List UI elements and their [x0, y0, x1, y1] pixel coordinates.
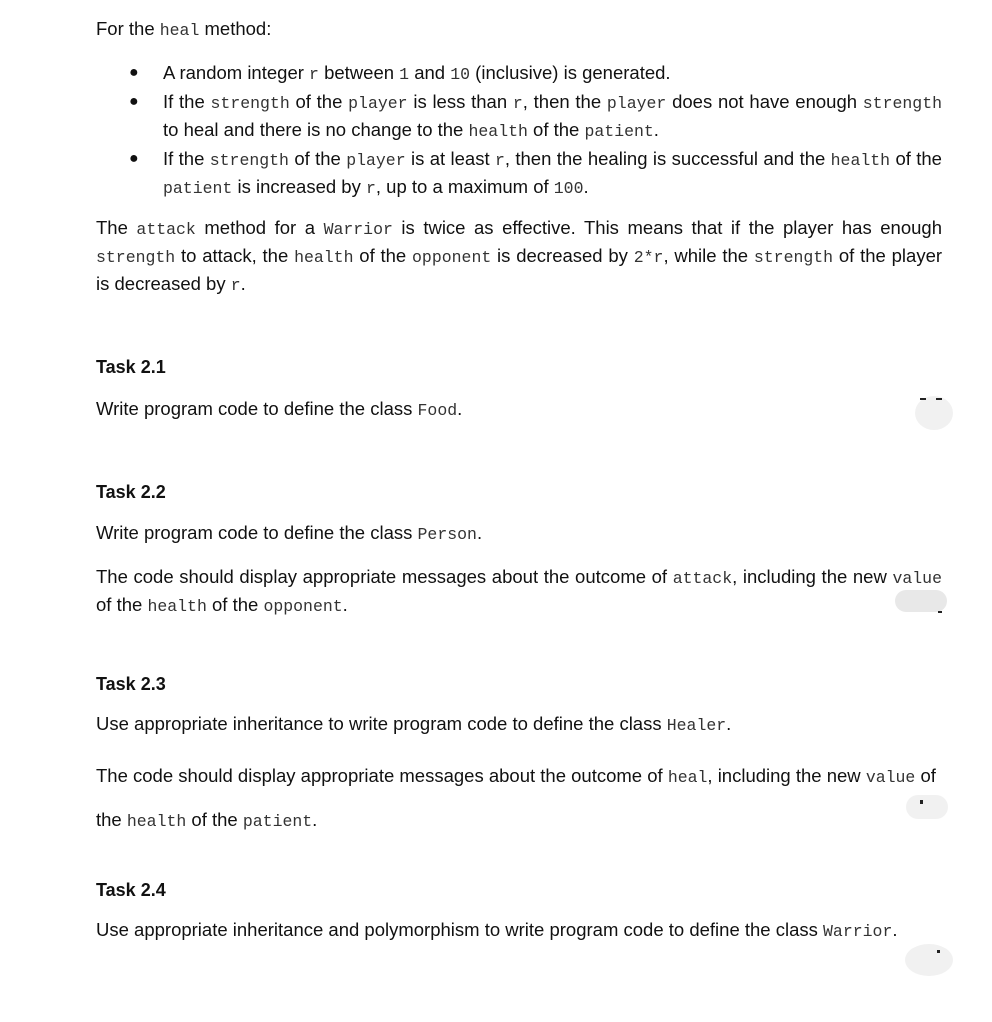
code-identifier: health — [126, 812, 187, 831]
bullet-item — [96, 146, 942, 202]
code-identifier: Warrior — [323, 220, 393, 239]
code-identifier: r — [309, 65, 319, 84]
text-run: of the — [527, 119, 585, 140]
code-identifier: 2*r — [633, 248, 664, 267]
task-text — [96, 564, 942, 620]
text-run: is decreased by — [491, 245, 634, 266]
task-2-1 — [96, 355, 942, 424]
bullet-text — [163, 91, 942, 140]
code-identifier: Warrior — [823, 922, 893, 941]
text-run: to heal and there is no change to the — [163, 119, 469, 140]
task-text — [96, 520, 942, 548]
text-run: between — [318, 62, 400, 83]
bullet-item — [96, 89, 942, 145]
text-run: of the — [353, 245, 413, 266]
text-run: The — [96, 217, 137, 238]
task-title: Task 2.2 — [96, 482, 166, 502]
task-2-2 — [96, 480, 942, 620]
erased-mark-icon — [906, 795, 948, 819]
code-identifier: 100 — [553, 179, 584, 198]
code-identifier: patient — [584, 122, 654, 141]
mark-bracket-icon — [936, 398, 942, 400]
bullet-text — [163, 148, 942, 197]
code-identifier: strength — [96, 248, 176, 267]
erased-mark-icon — [915, 396, 953, 430]
erased-mark-icon — [905, 944, 953, 976]
code-identifier: value — [865, 768, 916, 787]
code-identifier: strength — [753, 248, 834, 267]
mark-bracket-icon — [937, 950, 940, 953]
text-run: . — [342, 594, 348, 615]
text-run: If the — [163, 91, 211, 112]
code-identifier: attack — [672, 569, 733, 588]
text-run: of the — [890, 148, 942, 169]
text-run: of the player is decreased by — [96, 245, 943, 294]
attack-paragraph — [96, 215, 942, 299]
text-run: A random integer — [163, 62, 310, 83]
task-title: Task 2.4 — [96, 880, 166, 900]
bullet-icon: ● — [129, 64, 139, 81]
code-identifier: patient — [242, 812, 313, 831]
code-identifier: patient — [163, 179, 233, 198]
intro-paragraph — [96, 16, 942, 44]
code-identifier: opponent — [412, 248, 492, 267]
code-identifier: health — [468, 122, 528, 141]
text-run: , including the new — [707, 765, 866, 786]
text-run: . — [892, 919, 898, 940]
code-identifier: health — [147, 597, 207, 616]
text-run: of the — [186, 809, 243, 830]
code-identifier: player — [606, 94, 667, 113]
text-run: to attack, the — [175, 245, 295, 266]
task-text — [96, 711, 942, 739]
code-identifier: attack — [136, 220, 196, 239]
code-identifier: Person — [417, 525, 477, 544]
code-identifier: r — [494, 151, 505, 170]
text-run: . — [240, 273, 246, 294]
text-run: of the — [96, 765, 936, 830]
mark-bracket-icon — [938, 611, 942, 613]
code-identifier: player — [346, 151, 406, 170]
text-run: is increased by — [232, 176, 366, 197]
bullet-icon: ● — [129, 93, 139, 110]
text-run: Use appropriate inheritance to write program code to define the class — [96, 713, 667, 734]
intro-text — [96, 16, 942, 44]
text-run: is twice as effective. This means that if the player has enough — [392, 217, 942, 238]
task-title: Task 2.1 — [96, 357, 166, 377]
code-identifier: Food — [417, 401, 458, 420]
task-text — [96, 396, 942, 424]
code-identifier: strength — [210, 94, 290, 113]
text-run: . — [457, 398, 463, 419]
code-identifier: Healer — [666, 716, 727, 735]
code-identifier: 10 — [450, 65, 471, 84]
code-identifier: heal — [667, 768, 708, 787]
code-identifier: health — [294, 248, 354, 267]
text-run: . — [653, 119, 659, 140]
bullet-item — [96, 60, 942, 88]
code-identifier: opponent — [263, 597, 343, 616]
text-run: , then the — [522, 91, 607, 112]
text-run: of the — [206, 594, 264, 615]
text-run: does not have enough — [666, 91, 863, 112]
task-text — [96, 918, 942, 944]
code-identifier: r — [366, 179, 376, 198]
text-run: For the — [96, 18, 160, 39]
text-run: method for a — [195, 217, 324, 238]
code-identifier: heal — [159, 21, 200, 40]
task-text — [96, 755, 942, 843]
mark-bracket-icon — [920, 398, 926, 400]
text-run: Use appropriate inheritance and polymorphism to write program code to define the class — [96, 919, 824, 940]
text-run: . — [312, 809, 318, 830]
code-identifier: value — [892, 569, 942, 588]
code-identifier: player — [348, 94, 408, 113]
code-identifier: r — [230, 276, 241, 295]
mark-bracket-icon — [920, 800, 923, 804]
text-run: and — [409, 62, 451, 83]
text-run: . — [476, 522, 483, 543]
text-run: Write program code to define the class — [96, 398, 418, 419]
text-run: , while the — [663, 245, 754, 266]
heal-rules-list — [96, 60, 942, 202]
task-2-4 — [96, 878, 942, 944]
text-run: , then the healing is successful and the — [504, 148, 831, 169]
text-run: of the — [96, 594, 148, 615]
code-identifier: 1 — [399, 65, 410, 84]
erased-mark-icon — [895, 590, 947, 612]
attack-text — [96, 215, 942, 299]
text-run: is less than — [407, 91, 513, 112]
code-identifier: strength — [209, 151, 289, 170]
code-identifier: strength — [862, 94, 942, 113]
code-identifier: health — [830, 151, 891, 170]
text-run: , up to a maximum of — [375, 176, 554, 197]
text-run: . — [583, 176, 589, 197]
task-title: Task 2.3 — [96, 674, 166, 694]
text-run: The code should display appropriate messages about the outcome of — [96, 566, 673, 587]
text-run: of the — [288, 148, 347, 169]
text-run: (inclusive) is generated. — [470, 62, 671, 83]
text-run: The code should display appropriate messages about the outcome of — [96, 765, 668, 786]
text-run: is at least — [405, 148, 495, 169]
bullet-text — [163, 62, 671, 83]
bullet-icon: ● — [129, 150, 139, 167]
code-identifier: r — [512, 94, 523, 113]
text-run: method: — [199, 18, 272, 39]
text-run: of the — [289, 91, 349, 112]
text-run: If the — [163, 148, 210, 169]
text-run: Write program code to define the class — [96, 522, 418, 543]
text-run: , including the new — [732, 566, 893, 587]
text-run: . — [726, 713, 732, 734]
task-2-3 — [96, 672, 942, 843]
